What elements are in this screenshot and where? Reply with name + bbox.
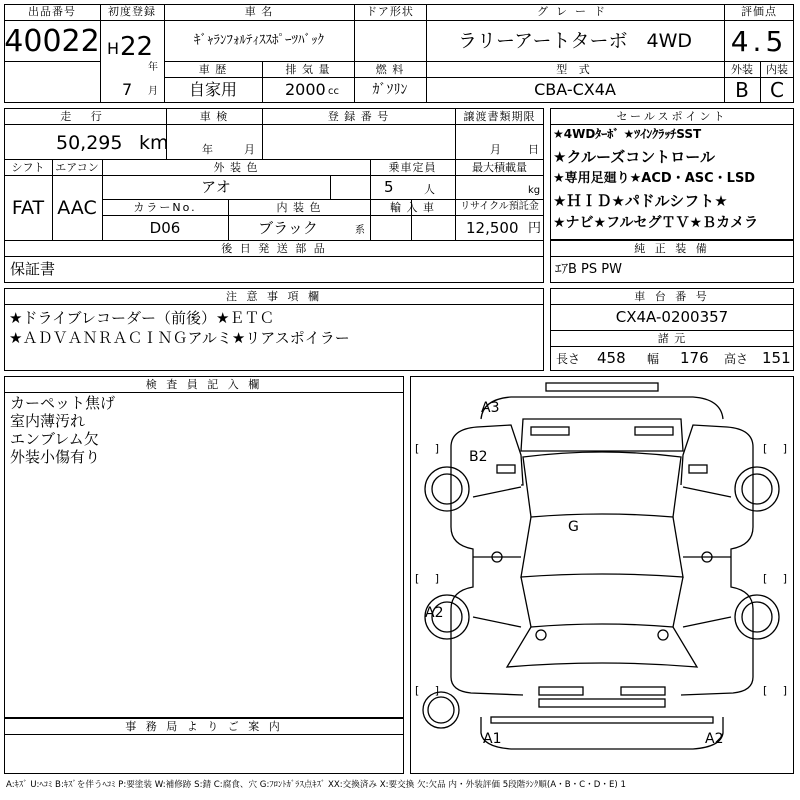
bracket-mark: [ ]	[763, 572, 794, 585]
mileage: 50,295	[56, 132, 123, 154]
displacement: 2000	[285, 80, 326, 99]
inspection-label: 車 検	[199, 110, 229, 123]
transfer-month-unit: 月	[490, 143, 501, 156]
sales-points-label: セールスポイント	[616, 110, 728, 123]
car-name-label: 車 名	[244, 5, 274, 18]
int-color: ブラック	[258, 219, 318, 237]
damage-diagram	[410, 376, 794, 774]
model-label: 型 式	[556, 63, 594, 76]
notes-label: 注 意 事 項 欄	[226, 290, 322, 303]
reg-year: 22	[120, 32, 154, 62]
recycle-unit: 円	[528, 221, 542, 236]
width: 176	[680, 349, 709, 367]
sales-point-item: ★クルーズコントロール	[553, 148, 715, 166]
sales-point-item: ★専用足廻り★ACD・ASC・LSD	[553, 171, 756, 186]
inspector-label: 検 査 員 記 入 欄	[145, 378, 263, 391]
first-reg-label: 初度登録	[108, 5, 156, 18]
lamp-icon	[658, 630, 668, 640]
max-load-label: 最大積載量	[472, 161, 527, 174]
history-label: 車 歴	[198, 63, 228, 76]
capacity-label: 乗車定員	[388, 161, 437, 174]
shift-label: シフト	[11, 161, 45, 174]
max-load-unit: kg	[528, 185, 541, 196]
reg-era: H	[107, 39, 120, 58]
score-label: 評価点	[741, 5, 777, 18]
inspection-month-unit: 月	[244, 143, 255, 156]
shift: FAT	[11, 197, 45, 219]
length-label: 長さ	[556, 352, 581, 366]
capacity: 5	[384, 178, 394, 196]
interior-label: 内装	[766, 63, 788, 76]
lot-no-label: 出品番号	[28, 5, 76, 18]
mileage-unit: km	[139, 132, 169, 154]
recycle: 12,500	[466, 219, 519, 237]
car-outline-diagram	[411, 377, 793, 773]
color-no: D06	[149, 219, 181, 237]
interior-grade: C	[770, 78, 784, 102]
notes-line: ★ドライブレコーダー（前後）★ＥＴＣ	[9, 309, 275, 327]
capacity-unit: 人	[424, 183, 435, 196]
import-label: 輸 入 車	[390, 201, 435, 214]
reg-month: 7	[122, 80, 133, 99]
height: 151	[762, 349, 791, 367]
door-label: ドア形状	[366, 5, 414, 18]
ac: AAC	[57, 197, 97, 219]
bracket-mark: [ ]	[763, 442, 794, 455]
history: 自家用	[188, 80, 237, 99]
reg-no-label: 登 録 番 号	[327, 110, 390, 123]
inspection-year-unit: 年	[202, 143, 213, 156]
height-label: 高さ	[724, 352, 749, 366]
width-label: 幅	[647, 352, 660, 366]
mileage-label: 走 行	[60, 110, 110, 123]
int-color-label: 内 装 色	[276, 201, 322, 214]
displacement-unit: cc	[328, 86, 339, 97]
grade: ラリーアートターボ 4WD	[458, 30, 692, 52]
ext-color: アオ	[201, 178, 231, 196]
chassis-label: 車 台 番 号	[634, 290, 710, 303]
office-label: 事 務 局 よ り ご 案 内	[125, 720, 283, 733]
inspector-note: カーペット焦げ	[10, 394, 116, 412]
score: 4.5	[730, 25, 788, 58]
transfer-label: 譲渡書類期限	[463, 110, 536, 123]
damage-mark-a2: A2	[425, 605, 444, 621]
inspector-note: 外装小傷有り	[10, 448, 101, 466]
standard-equipment-label: 純 正 装 備	[634, 242, 710, 255]
ext-color-label: 外 装 色	[213, 161, 259, 174]
wheel-icon	[428, 697, 454, 723]
model: CBA-CX4A	[534, 80, 616, 99]
damage-mark-g: G	[568, 519, 579, 535]
sales-point-item: ★ナビ★フルセグＴＶ★Ｂカメラ	[553, 215, 759, 231]
sales-points-list	[553, 128, 793, 238]
car-name: ｷﾞｬﾗﾝﾌｫﾙﾃｨｽｽﾎﾟｰﾂﾊﾞｯｸ	[194, 33, 324, 48]
wheel-icon	[432, 474, 462, 504]
lot-no: 40022	[4, 24, 100, 59]
exterior-label: 外装	[731, 63, 753, 76]
bracket-mark: [ ]	[415, 684, 446, 697]
transfer-day-unit: 日	[528, 143, 539, 156]
bracket-mark: [ ]	[763, 684, 794, 697]
chassis-number: CX4A-0200357	[615, 308, 729, 326]
sales-point-item: ★ＨＩＤ★パドルシフト★	[553, 192, 728, 210]
damage-mark-b2: B2	[469, 449, 488, 465]
dims-label: 諸 元	[657, 332, 687, 345]
reg-year-unit: 年	[148, 62, 158, 73]
reg-month-unit: 月	[148, 86, 158, 97]
damage-mark-a1: A1	[483, 731, 502, 747]
int-color-unit: 系	[355, 225, 365, 236]
bracket-mark: [ ]	[415, 572, 446, 585]
wheel-icon	[742, 602, 772, 632]
fuel-label: 燃 料	[375, 63, 405, 76]
inspector-note: エンブレム欠	[10, 430, 99, 448]
bracket-mark: [ ]	[415, 442, 446, 455]
damage-mark-a3: A3	[481, 400, 500, 416]
length: 458	[597, 349, 626, 367]
inspector-note: 室内薄汚れ	[10, 412, 86, 430]
legend: A:ｷｽﾞ U:ﾍｺﾐ B:ｷｽﾞを伴うﾍｺﾐ P:要塗装 W:補修跡 S:錆 C:腐食、穴 G:ﾌﾛﾝﾄｶﾞﾗｽ点ｷｽﾞ XX:交換済み X:要交換 欠:欠品 内・外装評価 5段階ﾗﾝｸ順(A・B・C・D・E) 1	[6, 780, 626, 790]
fuel: ｶﾞｿﾘﾝ	[372, 82, 408, 98]
notes-line: ★ＡＤＶＡＮＲＡＣＩＮＧアルミ★リアスポイラー	[9, 329, 350, 347]
later-parts: 保証書	[10, 260, 56, 278]
damage-mark-a2-front: A2	[705, 731, 724, 747]
wheel-icon	[742, 474, 772, 504]
displacement-label: 排 気 量	[285, 63, 331, 76]
ac-label: エアコン	[55, 161, 99, 174]
grade-label: グレード	[537, 5, 613, 18]
color-no-label: カラーNo.	[133, 201, 197, 214]
recycle-label: リサイクル預託金	[460, 201, 539, 212]
sales-point-item: ★4WDﾀｰﾎﾞ ★ﾂｲﾝｸﾗｯﾁSST	[553, 127, 702, 141]
later-parts-label: 後 日 発 送 部 品	[221, 242, 327, 255]
standard-equipment: ｴｱB PS PW	[555, 262, 622, 277]
lamp-icon	[536, 630, 546, 640]
exterior-grade: B	[735, 78, 749, 102]
